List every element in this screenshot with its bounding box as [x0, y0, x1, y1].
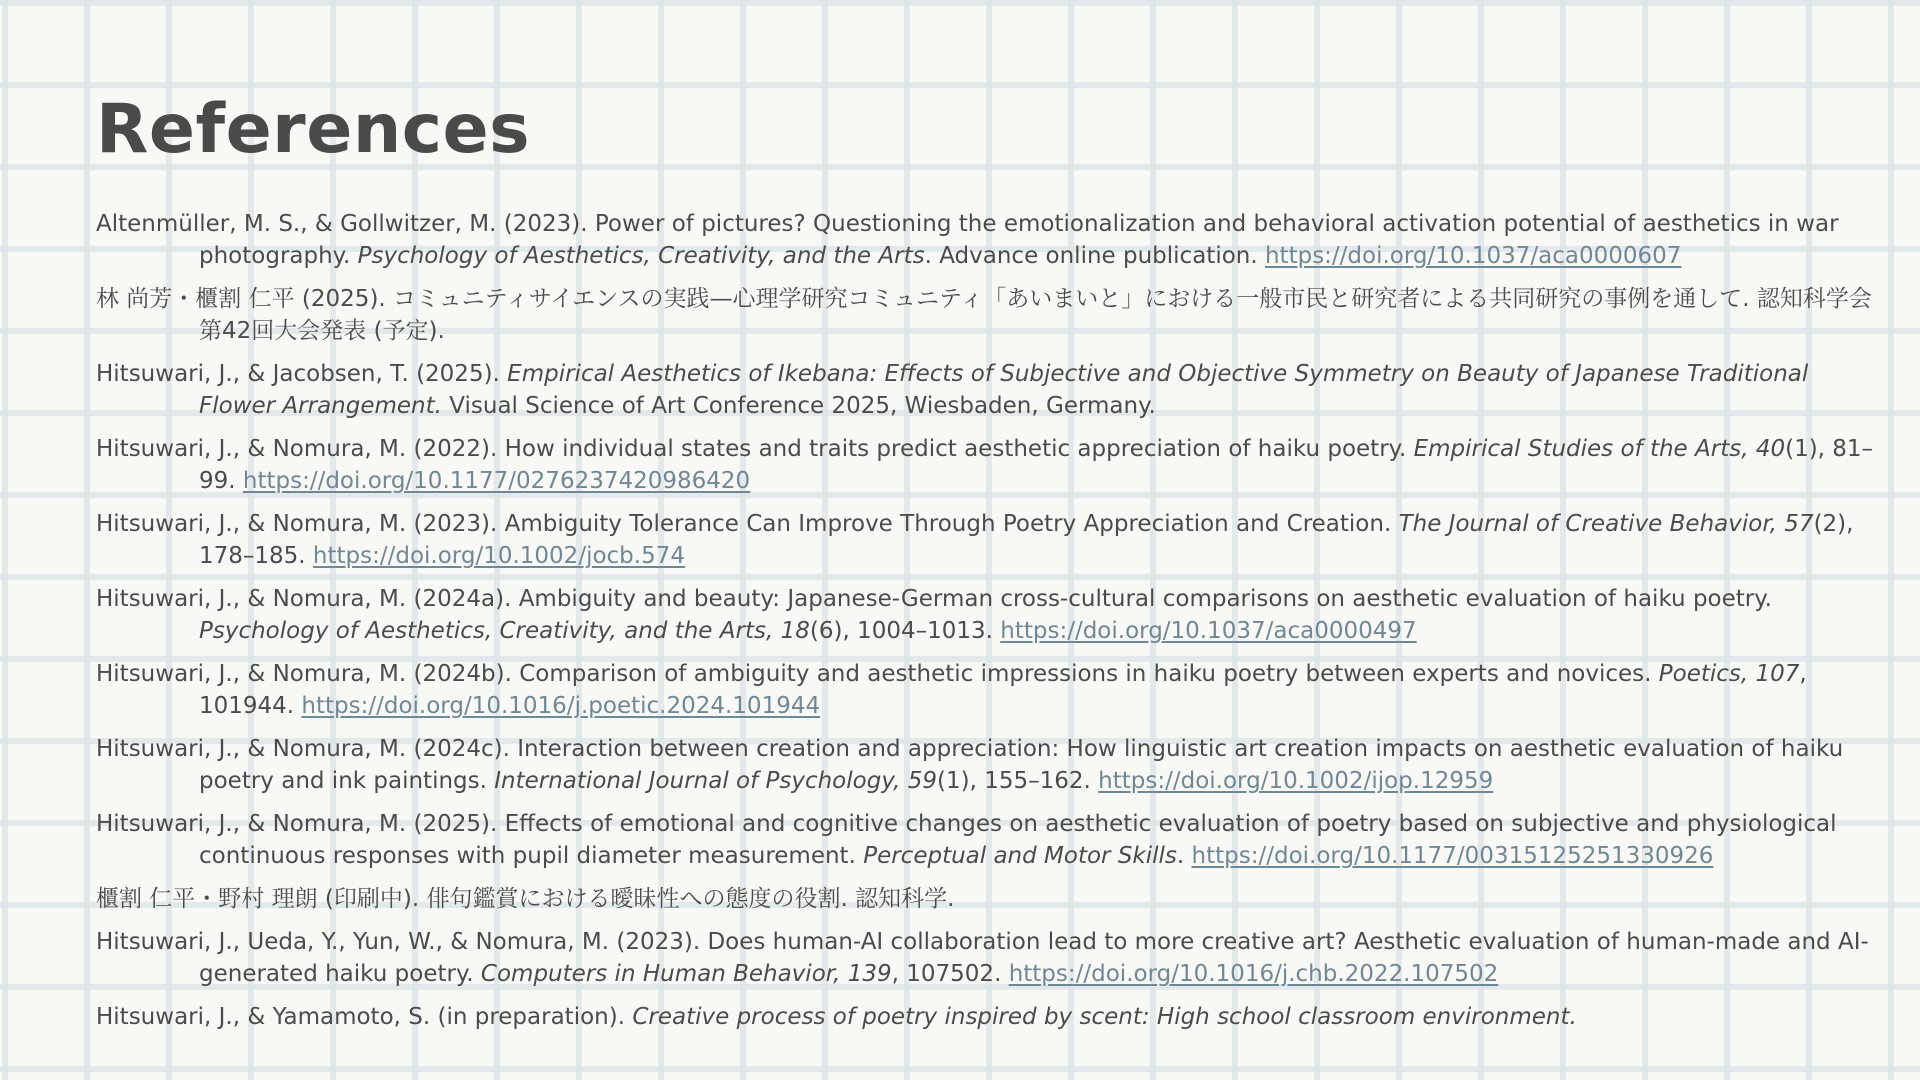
- reference-source: The Journal of Creative Behavior, 57: [1398, 511, 1814, 537]
- doi-link[interactable]: https://doi.org/10.1016/j.chb.2022.107502: [1008, 961, 1499, 987]
- reference-item: [96, 808, 1880, 872]
- reference-details: , 101944.: [199, 661, 1807, 719]
- reference-text: Hitsuwari, J., & Nomura, M. (2025). Effects of emotional and cognitive changes on aesthetic evaluation of poetry based on subjective and physiological continuous responses with pupil diameter measurement.: [96, 811, 1837, 869]
- reference-item: [96, 208, 1880, 272]
- reference-source: Empirical Studies of the Arts, 40: [1413, 436, 1786, 462]
- reference-item: [96, 433, 1880, 497]
- reference-details: . Advance online publication.: [924, 243, 1265, 269]
- reference-details: (1), 81–99.: [199, 436, 1874, 494]
- reference-details: (6), 1004–1013.: [809, 618, 1001, 644]
- reference-text: Hitsuwari, J., & Yamamoto, S. (in preparation).: [96, 1004, 633, 1030]
- doi-link[interactable]: https://doi.org/10.1037/aca0000497: [1000, 618, 1417, 644]
- reference-item: [96, 583, 1880, 647]
- reference-text: Hitsuwari, J., Ueda, Y., Yun, W., & Nomura, M. (2023). Does human-AI collaboration lead to more creative art? Aesthetic evaluation of human-made and AI-generated haiku poetry.: [96, 929, 1869, 987]
- reference-list: [96, 208, 1880, 1044]
- reference-text: 林 尚芳・櫃割 仁平 (2025). コミュニティサイエンスの実践—心理学研究コミュニティ「あいまいと」における一般市民と研究者による共同研究の事例を通して. 認知科学会第42回大会発表 (予定).: [96, 286, 1872, 344]
- reference-item: [96, 1001, 1880, 1033]
- doi-link[interactable]: https://doi.org/10.1002/ijop.12959: [1098, 768, 1494, 794]
- reference-source: International Journal of Psychology, 59: [494, 768, 938, 794]
- reference-item: [96, 658, 1880, 722]
- reference-source: Psychology of Aesthetics, Creativity, and the Arts: [357, 243, 925, 269]
- doi-link[interactable]: https://doi.org/10.1177/00315125251330926: [1191, 843, 1714, 869]
- doi-link[interactable]: https://doi.org/10.1002/jocb.574: [312, 543, 685, 569]
- reference-item: [96, 883, 1880, 915]
- page-title: References: [96, 90, 531, 169]
- reference-item: [96, 508, 1880, 572]
- reference-details: (2), 178–185.: [199, 511, 1854, 569]
- reference-source: Poetics, 107: [1658, 661, 1800, 687]
- reference-details: .: [1176, 843, 1192, 869]
- reference-text: 櫃割 仁平・野村 理朗 (印刷中). 俳句鑑賞における曖昧性への態度の役割. 認知科学.: [96, 886, 955, 912]
- reference-details: (1), 155–162.: [937, 768, 1099, 794]
- reference-source: Empirical Aesthetics of Ikebana: Effects of Subjective and Objective Symmetry on Beauty of Japanese Traditional Flower Arrangement.: [199, 361, 1809, 419]
- reference-item: [96, 733, 1880, 797]
- reference-details: , 107502.: [891, 961, 1009, 987]
- reference-item: [96, 283, 1880, 347]
- reference-source: Computers in Human Behavior, 139: [480, 961, 892, 987]
- reference-item: [96, 926, 1880, 990]
- reference-item: [96, 358, 1880, 422]
- doi-link[interactable]: https://doi.org/10.1177/0276237420986420: [242, 468, 751, 494]
- doi-link[interactable]: https://doi.org/10.1016/j.poetic.2024.101944: [301, 693, 821, 719]
- reference-text: Altenmüller, M. S., & Gollwitzer, M. (2023). Power of pictures? Questioning the emotionalization and behavioral activation potential of aesthetics in war photography.: [96, 211, 1839, 269]
- doi-link[interactable]: https://doi.org/10.1037/aca0000607: [1264, 243, 1682, 269]
- reference-text: Hitsuwari, J., & Jacobsen, T. (2025).: [96, 361, 508, 387]
- reference-text: Hitsuwari, J., & Nomura, M. (2024c). Interaction between creation and appreciation: How linguistic art creation impacts on aesthetic evaluation of haiku poetry and ink paintings.: [96, 736, 1844, 794]
- reference-text: Hitsuwari, J., & Nomura, M. (2023). Ambiguity Tolerance Can Improve Through Poetry Appreciation and Creation.: [96, 511, 1399, 537]
- reference-source: Perceptual and Motor Skills: [863, 843, 1177, 869]
- reference-source: Psychology of Aesthetics, Creativity, and the Arts, 18: [199, 618, 810, 644]
- reference-source: Creative process of poetry inspired by scent: High school classroom environment.: [632, 1004, 1577, 1030]
- reference-text: Hitsuwari, J., & Nomura, M. (2024a). Ambiguity and beauty: Japanese-German cross-cultural comparisons on aesthetic evaluation of haiku poetry.: [96, 586, 1772, 612]
- reference-text: Hitsuwari, J., & Nomura, M. (2022). How individual states and traits predict aesthetic appreciation of haiku poetry.: [96, 436, 1414, 462]
- reference-text: Hitsuwari, J., & Nomura, M. (2024b). Comparison of ambiguity and aesthetic impressions in haiku poetry between experts and novices.: [96, 661, 1659, 687]
- reference-details: Visual Science of Art Conference 2025, Wiesbaden, Germany.: [441, 393, 1156, 419]
